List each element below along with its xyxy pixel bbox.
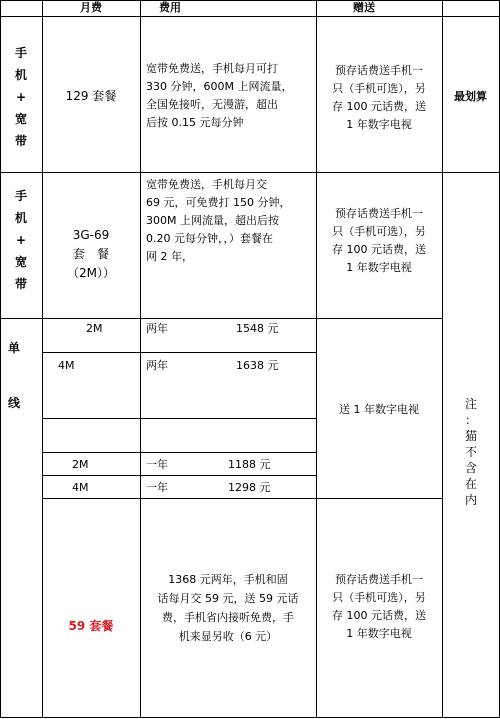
single-row-line-2 [42,418,316,419]
header-bottom-line [0,16,500,17]
single-speed-2: 4M [58,359,75,372]
header-gift: 赠送 [353,1,375,14]
single-row-line-5 [42,498,316,499]
single-speed-3: 2M [72,458,89,471]
col4-line [442,0,443,718]
row1-gift: 预存话费送手机一 只（手机可选），另 存 100 元话费，送 1 年数字电视 [332,64,426,131]
row2-package: 3G-69 套 餐 （2M）） [67,228,115,280]
col3-line [316,0,317,718]
single-row-line-1 [42,352,316,353]
row59-fee: 1368 元两年，手机和固 话每月交 59 元，送 59 元话 费，手机省内接听免费，手 机来显另收（6 元） [157,573,299,643]
header-monthly: 月费 [80,1,102,14]
single-term-2: 两年 [146,359,168,372]
col2-line [140,0,141,718]
single-speed-4: 4M [72,481,89,494]
col1-line [42,0,43,718]
table-border-bottom [0,717,500,718]
gift-cell-bottom-line [316,498,442,499]
single-price-2: 1638 元 [236,359,279,372]
note-modem-not-included: 注 ： 猫 不 含 在 内 [464,397,477,507]
row59-gift: 预存话费送手机一 只（手机可选），另 存 100 元话费，送 1 年数字电视 [332,573,426,640]
single-term-1: 两年 [146,322,168,335]
single-price-4: 1298 元 [228,481,271,494]
row59-package: 59 套餐 [68,619,114,633]
single-category-char-1: 单 [8,341,21,355]
single-speed-1: 2M [86,322,103,335]
row2-gift: 预存话费送手机一 只（手机可选），另 存 100 元话费，送 1 年数字电视 [332,207,426,274]
row1-bottom-line [0,172,500,173]
single-term-4: 一年 [146,481,168,494]
header-fee: 费用 [159,1,181,14]
row2-fee: 宽带免费送，手机每月交 69 元，可免费打 150 分钟， 300M 上网流量，超出后按 0.20 元每分钟，，）套餐在 网 2 年， [146,178,291,263]
table-border-left [0,0,1,718]
row1-category: 手 机 + 宽 带 [14,46,27,148]
single-price-1: 1548 元 [236,322,279,335]
single-price-3: 1188 元 [228,458,271,471]
row1-package: 129 套餐 [65,89,117,103]
row2-category: 手 机 + 宽 带 [14,189,27,291]
single-category-char-2: 线 [8,396,21,410]
single-gift: 送 1 年数字电视 [339,403,419,416]
single-term-3: 一年 [146,458,168,471]
row2-bottom-line [0,318,442,319]
single-row-line-4 [42,475,316,476]
row1-fee: 宽带免费送，手机每月可打 330 分钟，600M 上网流量， 全国免接听，无漫游，超出 后按 0.15 元每分钟 [146,62,293,129]
single-row-line-3 [42,452,316,453]
row1-extra: 最划算 [454,90,487,103]
